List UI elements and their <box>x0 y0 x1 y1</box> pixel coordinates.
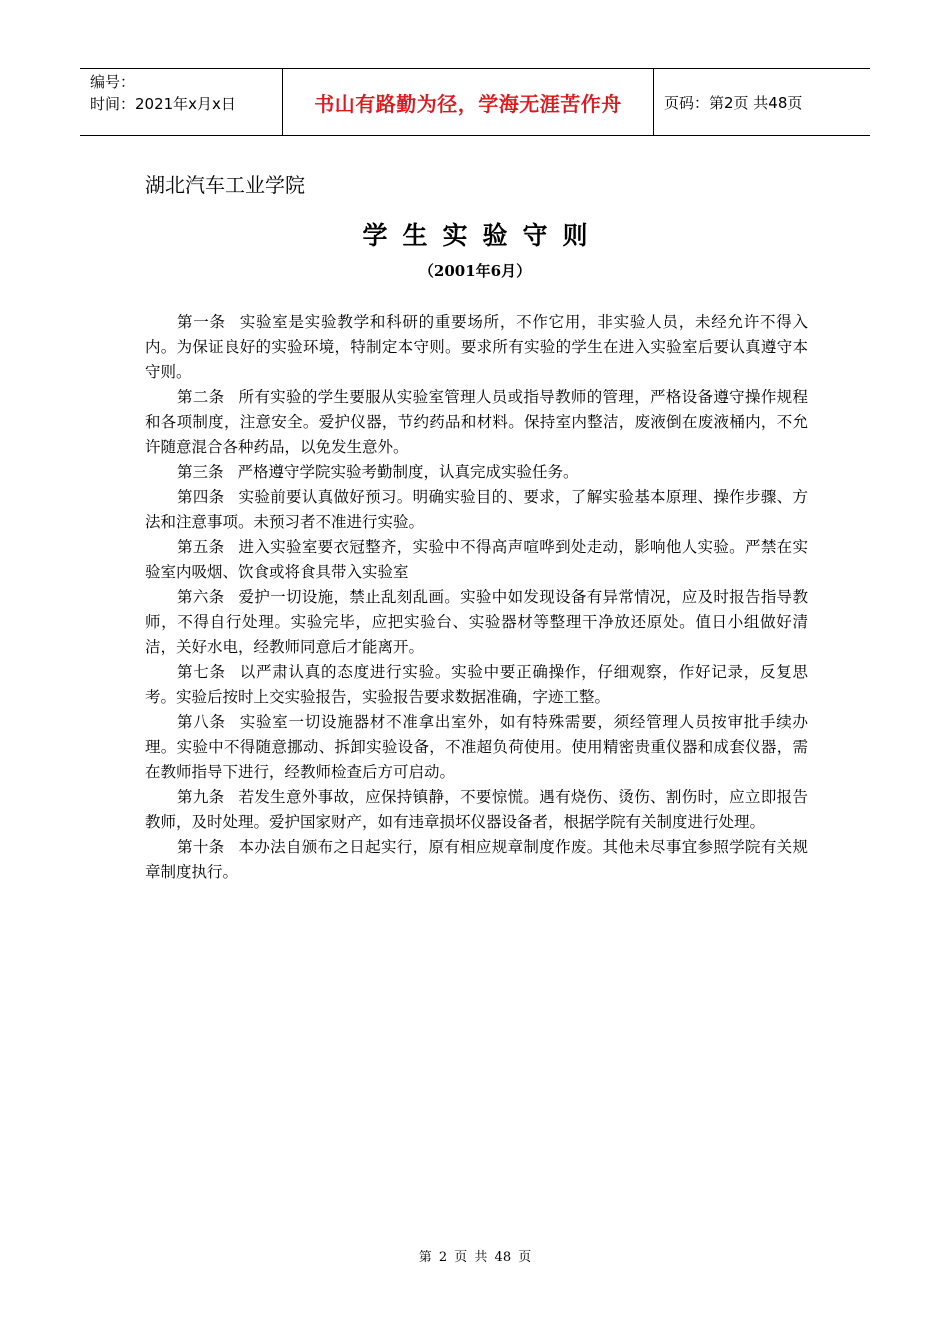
article-number: 第一条 <box>177 313 226 331</box>
article-number: 第五条 <box>177 538 225 556</box>
article-text: 若发生意外事故，应保持镇静，不要惊慌。遇有烧伤、烫伤、割伤时，应立即报告教师，及时处理。爱护国家财产，如有违章损坏仪器设备者，根据学院有关制度进行处理。 <box>145 788 808 831</box>
article-paragraph <box>145 310 808 385</box>
rules-body <box>145 310 808 885</box>
article-number: 第四条 <box>177 488 225 506</box>
article-number: 第十条 <box>177 838 225 856</box>
article-number: 第八条 <box>177 713 226 731</box>
article-number: 第九条 <box>177 788 225 806</box>
article-text: 进入实验室要衣冠整齐，实验中不得高声喧哗到处走动，影响他人实验。严禁在实验室内吸烟、饮食或将食具带入实验室 <box>145 538 808 581</box>
article-paragraph <box>145 710 808 785</box>
header-motto: 书山有路勤为径，学海无涯苦作舟 <box>282 69 654 135</box>
school-name: 湖北汽车工业学院 <box>145 173 305 197</box>
document-header <box>80 68 870 136</box>
article-text: 实验室是实验教学和科研的重要场所，不作它用，非实验人员，未经允许不得入内。为保证良好的实验环境，特制定本守则。要求所有实验的学生在进入实验室后要认真遵守本守则。 <box>145 313 808 381</box>
article-paragraph <box>145 835 808 885</box>
article-number: 第七条 <box>177 663 226 681</box>
article-paragraph <box>145 385 808 460</box>
article-text: 实验室一切设施器材不准拿出室外，如有特殊需要，须经管理人员按审批手续办理。实验中不得随意挪动、拆卸实验设备，不准超负荷使用。使用精密贵重仪器和成套仪器，需在教师指导下进行，经教师检查后方可启动。 <box>145 713 808 781</box>
article-number: 第二条 <box>177 388 225 406</box>
header-page-info: 页码：第2页 共48页 <box>664 93 803 112</box>
article-paragraph <box>145 535 808 585</box>
article-number: 第六条 <box>177 588 225 606</box>
article-text: 实验前要认真做好预习。明确实验目的、要求，了解实验基本原理、操作步骤、方法和注意事项。未预习者不准进行实验。 <box>145 488 808 531</box>
page-footer: 第 2 页 共 48 页 <box>418 1250 532 1265</box>
article-text: 爱护一切设施，禁止乱刻乱画。实验中如发现设备有异常情况，应及时报告指导教师，不得自行处理。实验完毕，应把实验台、实验器材等整理干净放还原处。值日小组做好清洁，关好水电，经教师同意后才能离开。 <box>145 588 808 656</box>
article-paragraph <box>145 460 808 485</box>
article-text: 所有实验的学生要服从实验室管理人员或指导教师的管理，严格设备遵守操作规程和各项制度，注意安全。爱护仪器，节约药品和材料。保持室内整洁，废液倒在废液桶内，不允许随意混合各种药品，以免发生意外。 <box>145 388 808 456</box>
document-date: （2001年6月） <box>418 262 532 280</box>
document-title: 学生实验守则 <box>362 221 603 250</box>
article-paragraph <box>145 660 808 710</box>
article-text: 以严肃认真的态度进行实验。实验中要正确操作，仔细观察，作好记录，反复思考。实验后按时上交实验报告，实验报告要求数据准确，字迹工整。 <box>145 663 808 706</box>
article-number: 第三条 <box>177 463 224 481</box>
header-meta <box>80 69 282 135</box>
document-number-label: 编号： <box>90 73 136 91</box>
article-text: 严格遵守学院实验考勤制度，认真完成实验任务。 <box>237 463 579 481</box>
article-paragraph <box>145 485 808 535</box>
document-time-label: 时间：2021年x月x日 <box>90 95 236 113</box>
article-paragraph <box>145 785 808 835</box>
article-paragraph <box>145 585 808 660</box>
article-text: 本办法自颁布之日起实行，原有相应规章制度作废。其他未尽事宜参照学院有关规章制度执行。 <box>145 838 808 881</box>
